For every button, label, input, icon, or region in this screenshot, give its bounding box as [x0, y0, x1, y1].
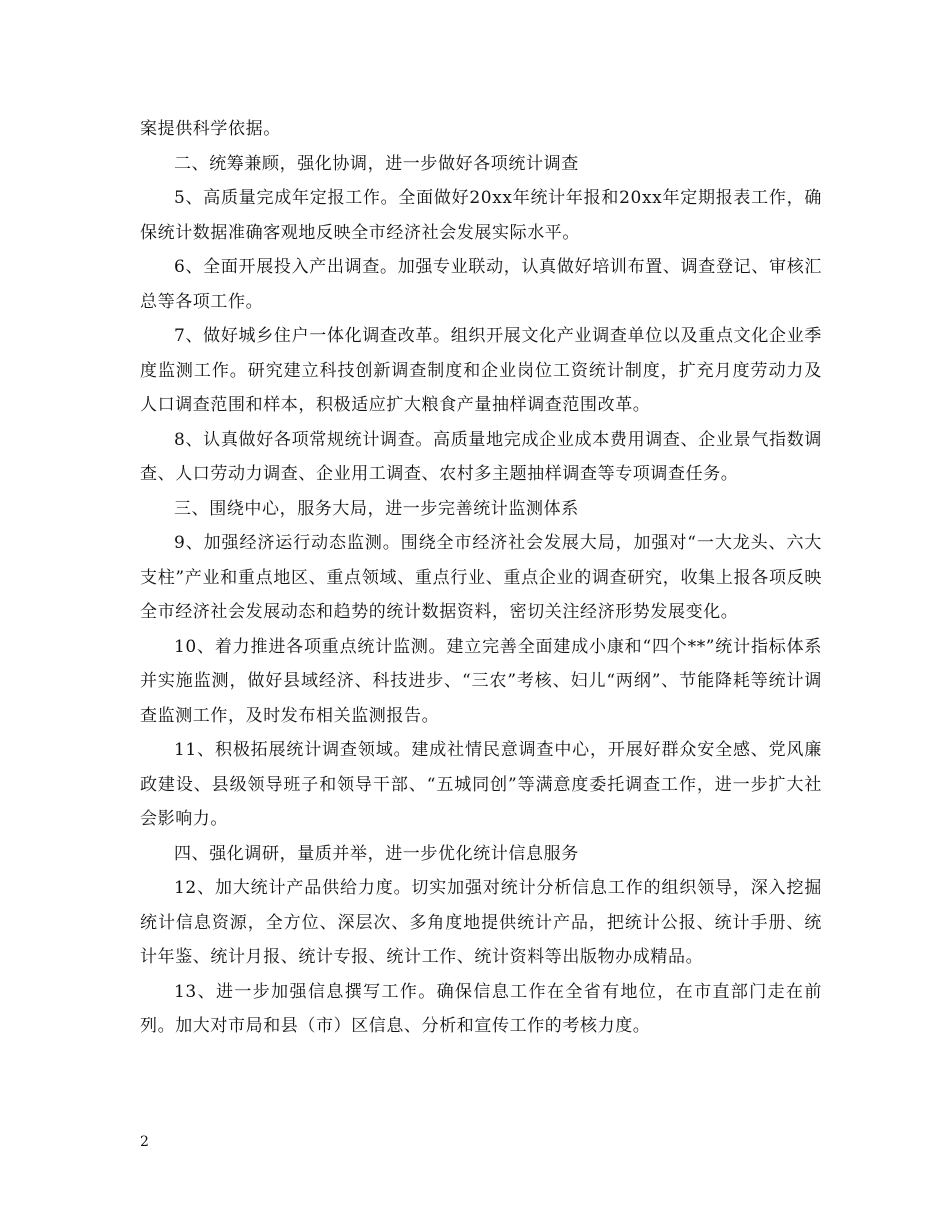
paragraph: 案提供科学依据。: [140, 119, 281, 139]
paragraph: 13、进一步加强信息撰写工作。确保信息工作在全省有地位，在市直部门走在前列。加大对市局和县（市）区信息、分析和宣传工作的考核力度。: [140, 981, 822, 1036]
paragraph: 11、积极拓展统计调查领域。建成社情民意调查中心，开展好群众安全感、党风廉政建设、县级领导班子和领导干部、“五城同创”等满意度委托调查工作，进一步扩大社会影响力。: [140, 740, 822, 829]
paragraph: 12、加大统计产品供给力度。切实加强对统计分析信息工作的组织领导，深入挖掘统计信息资源，全方位、深层次、多角度地提供统计产品，把统计公报、统计手册、统计年鉴、统计月报、统计专报、统计工作、统计资料等出版物办成精品。: [140, 878, 822, 967]
paragraph: 8、认真做好各项常规统计调查。高质量地完成企业成本费用调查、企业景气指数调查、人口劳动力调查、企业用工调查、农村多主题抽样调查等专项调查任务。: [140, 429, 822, 484]
paragraph: 9、加强经济运行动态监测。围绕全市经济社会发展大局，加强对“一大龙头、六大支柱”产业和重点地区、重点领域、重点行业、重点企业的调查研究，收集上报各项反映全市经济社会发展动态和趋势的统计数据资料，密切关注经济形势发展变化。: [140, 533, 822, 622]
section-heading: 二、统筹兼顾，强化协调，进一步做好各项统计调查: [174, 153, 579, 174]
page-number: 2: [140, 1134, 149, 1150]
paragraph: 5、高质量完成年定报工作。全面做好20xx年统计年报和20xx年定期报表工作，确保统计数据准确客观地反映全市经济社会发展实际水平。: [140, 188, 822, 243]
paragraph: 7、做好城乡住户一体化调查改革。组织开展文化产业调查单位以及重点文化企业季度监测工作。研究建立科技创新调查制度和企业岗位工资统计制度，扩充月度劳动力及人口调查范围和样本，积极适应扩大粮食产量抽样调查范围改革。: [140, 326, 822, 415]
section-heading: 三、围绕中心，服务大局，进一步完善统计监测体系: [174, 498, 579, 519]
document-body: [140, 112, 822, 1044]
paragraph: 10、着力推进各项重点统计监测。建立完善全面建成小康和“四个**”统计指标体系并实施监测，做好县域经济、科技进步、“三农”考核、妇儿“两纲”、节能降耗等统计调查监测工作，及时发布相关监测报告。: [140, 636, 822, 726]
paragraph: 6、全面开展投入产出调查。加强专业联动，认真做好培训布置、调查登记、审核汇总等各项工作。: [140, 257, 822, 312]
section-heading: 四、强化调研，量质并举，进一步优化统计信息服务: [174, 843, 579, 864]
